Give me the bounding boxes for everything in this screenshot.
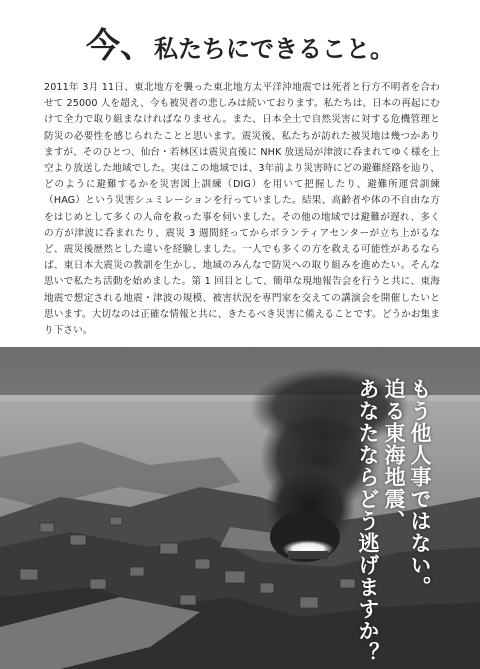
title-main: 今、 [86, 26, 154, 66]
title-rest: 私たちにできること。 [154, 34, 394, 63]
slogan-line-2: 迫る東海地震、 [382, 378, 407, 532]
slogan-line-1: もう他人事ではない。 [408, 378, 433, 598]
body-paragraph: 2011年 3月 11日、東北地方を襲った東北地方太平洋沖地震では死者と行方不明者を合わせて 25000 人を超え、今も被災者の悲しみは続いております。私たちは、日本の再起にむけて全力で取り組まなければなりません。また、日本全土で自然災害に対する危機管理と防災の必要性を感じられたことと思います。震災後、私たちが訪れた被災地は幾つかありますが、そのひとつ、仙台・若林区は震災直後に NHK 放送局が津波に呑まれてゆく様を上空より放送した地域でした。実はこの地域では、3年前より災害時にどの避難経路を辿り、どのように避難するかを災害図上訓練（DIG）を用いて把握したり、避難所運営訓練（HAG）という災害シュミレーションを行っていました。結果、高齢者や体の不自由な方をはじめとして多くの人命を救った事を伺いました。その他の地域では避難が遅れ、多くの方が津波に呑まれたり、震災 3 週間経ってからボランティアセンターが立ち上がるなど、震災後歴然とした違いを経験しました。一人でも多くの方を救える可能性があるならば、東日本大震災の教訓を生かし、地域のみんなで防災への取り組みを進めたい。そんな思いで私たち活動を始めました。第 1 回目として、簡単な現地報告会を行うと共に、東海地震で想定される地震・津波の規模、被害状況を専門家を交えての講演会を開催したいと思います。大切なのは正確な情報と共に、きたるべき災害に備えることです。どうかお集まり下さい。 [44, 82, 440, 337]
slogan-line-3: あなたならどう逃げますか？ [356, 378, 381, 664]
page-title [0, 18, 480, 67]
